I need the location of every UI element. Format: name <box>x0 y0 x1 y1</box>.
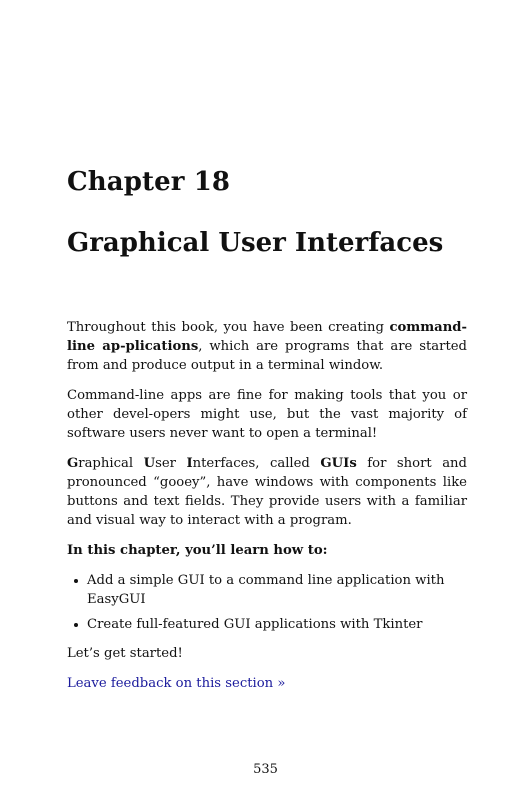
learning-objectives-list <box>67 571 467 634</box>
acronym-letter: I <box>186 456 193 471</box>
paragraph-text: raphical <box>78 456 144 471</box>
learn-heading: In this chapter, you’ll learn how to: <box>67 543 328 558</box>
paragraph-text: , which are programs that are started from and produce output in a terminal window. <box>67 339 467 373</box>
chapter-intro <box>67 318 467 704</box>
bullet-icon <box>74 623 78 627</box>
paragraph-command-line <box>67 318 467 375</box>
list-item-text: Add a simple GUI to a command line application with EasyGUI <box>87 573 445 607</box>
paragraph-text: Throughout this book, you have been creating <box>67 320 390 335</box>
page-number: 535 <box>253 762 278 777</box>
acronym-letter: U <box>143 456 156 471</box>
paragraph-terminal: Command-line apps are fine for making tools that you or other devel-opers might use, but the vast majority of software users never want to open a terminal! <box>67 388 467 441</box>
bold-term: command-line ap-plications <box>67 320 467 354</box>
acronym-letter: G <box>67 456 79 471</box>
paragraph-gui <box>67 454 467 530</box>
chapter-title: Graphical User Interfaces <box>67 228 444 258</box>
bold-term: GUIs <box>320 456 357 471</box>
list-item <box>87 571 467 609</box>
paragraph-text: nterfaces, called <box>192 456 321 471</box>
paragraph-text: ser <box>155 456 187 471</box>
feedback-paragraph <box>67 674 467 693</box>
list-item-text: Create full-featured GUI applications with Tkinter <box>87 617 423 632</box>
bullet-icon <box>74 579 78 583</box>
list-item <box>87 615 467 634</box>
closing-line: Let’s get started! <box>67 646 183 661</box>
feedback-link[interactable]: Leave feedback on this section » <box>67 676 286 691</box>
paragraph-text: for short and pronounced “gooey”, have windows with components like buttons and text fields. They provide users with a familiar and visual way to interact with a program. <box>67 456 467 528</box>
chapter-number: Chapter 18 <box>67 167 231 197</box>
